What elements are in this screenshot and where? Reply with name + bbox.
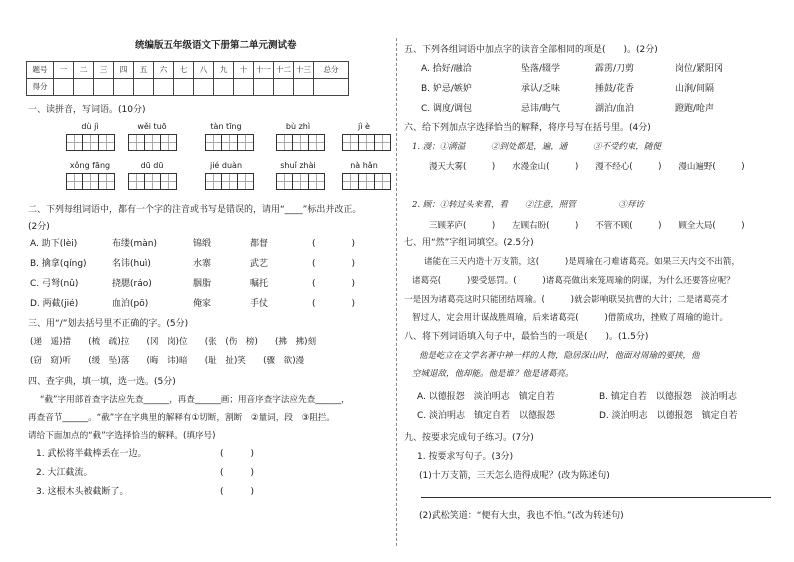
q2-word: 水寨	[193, 259, 212, 269]
q5-option: 承认/乏味	[521, 84, 561, 94]
q5-option: C. 调度/调包	[421, 104, 473, 114]
writing-box[interactable]	[128, 173, 177, 189]
q5-option: 忌讳/晦气	[521, 104, 561, 114]
q8-option: A. 以德报怨 淡泊明志 镇定自若	[417, 392, 555, 402]
q9-heading: 九、按要求完成句子练习。(7分)	[404, 433, 534, 443]
writing-box[interactable]	[276, 173, 325, 189]
score-cell: 十一	[254, 62, 274, 79]
q9-subheading: 1. 按要求写句子。(3分)	[417, 452, 514, 462]
q2-word: 锦缎	[193, 239, 212, 249]
q1-heading: 一、读拼音，写词语。(10分)	[28, 105, 146, 115]
score-cell: 十三	[294, 62, 314, 79]
pinyin: jì è	[358, 122, 370, 131]
pinyin: dù jì	[81, 122, 99, 131]
answer-line[interactable]	[421, 497, 771, 498]
q7-paragraph: 诸能在三天内造十万支箭，这( )是周瑜在刁难诸葛亮。如果三天内交不出箭，	[424, 257, 741, 267]
q5-option: 霹雳/刀剪	[595, 64, 635, 74]
answer-blank[interactable]: ( )	[220, 487, 255, 497]
score-input[interactable]	[194, 79, 214, 96]
q5-heading: 五、下列各组词语中加点字的读音全部相同的项是( )。(2分)	[404, 45, 658, 55]
answer-blank[interactable]: ( )	[312, 259, 356, 269]
score-cell: 四	[114, 62, 134, 79]
score-cell: 一	[54, 62, 74, 79]
q3-row: (递 遥)措 (梳 疏)拉 (冈 岗)位 (张 (伤 榜) (拂 拂)刻	[30, 337, 317, 347]
q8-option: C. 淡泊明志 镇定自若 以德报怨	[417, 411, 556, 421]
score-input[interactable]	[254, 79, 274, 96]
q6-words: 三顾茅庐( ) 左顾右盼( ) 不管不顾( ) 顾全大局( )	[429, 221, 745, 231]
q5-option: 蹬跑/呛声	[675, 104, 715, 114]
score-input[interactable]	[294, 79, 314, 96]
answer-blank[interactable]: ( )	[220, 468, 255, 478]
q8-option: D. 淡泊明志 以德报怨 镇定自若	[599, 411, 738, 421]
score-cell: 二	[74, 62, 94, 79]
q5-option: A. 拾好/融洽	[421, 64, 472, 74]
score-cell: 八	[194, 62, 214, 79]
q2-score: (2分)	[28, 222, 50, 232]
pinyin: xǒng fāng	[69, 161, 111, 170]
q4-item: 2. 大江截流。	[36, 468, 93, 478]
q7-paragraph: 诸葛亮( )要受惩罚。( )诸葛亮做出来笼周瑜的阴谋，为什么还要答应呢？	[412, 276, 735, 286]
q4-paragraph: 请给下面加点的“截”字选择恰当的解释。(填序号)	[28, 431, 216, 441]
score-input[interactable]	[154, 79, 174, 96]
pinyin: bù zhì	[285, 122, 311, 131]
q6-definitions: 1. 漫：①满溢 ②到处都是，遍，通 ③不受约束，随便	[412, 142, 661, 152]
score-input[interactable]	[134, 79, 154, 96]
q3-heading: 三、用“/”划去括号里不正确的字。(5分)	[28, 319, 189, 329]
score-input[interactable]	[94, 79, 114, 96]
q5-option: 山涧/间隔	[675, 84, 715, 94]
q7-paragraph: 智过人，定会用计谋战胜周瑜，后来诸葛亮( )借箭成功，挫败了周瑜的诡计。	[412, 313, 729, 323]
q2-word: 布缕(màn)	[112, 239, 158, 249]
score-cell: 得分	[27, 79, 54, 96]
q5-option: 捶鼓/花香	[595, 84, 635, 94]
pinyin: dū dū	[140, 161, 164, 170]
q2-word: 俺家	[193, 299, 212, 309]
writing-box[interactable]	[205, 173, 254, 189]
writing-box[interactable]	[205, 134, 254, 150]
q2-option: A. 助下(lèi)	[30, 239, 78, 249]
score-input[interactable]	[214, 79, 234, 96]
score-input[interactable]	[174, 79, 194, 96]
score-table	[26, 61, 349, 96]
score-input[interactable]	[114, 79, 134, 96]
q4-paragraph: “截”字用部首查字法应先查______，再查______画；用音序查字法应先查______，	[40, 395, 350, 405]
answer-blank[interactable]: ( )	[312, 239, 356, 249]
score-input[interactable]	[234, 79, 254, 96]
q5-option: 岗位/紧阳冈	[675, 64, 724, 74]
writing-box[interactable]	[66, 173, 115, 189]
pinyin: jié duàn	[209, 161, 243, 170]
answer-blank[interactable]: ( )	[312, 279, 356, 289]
q6-definitions: 2. 顾：①转过头来看，看 ②注意，照管 ③拜访	[412, 200, 644, 210]
pinyin: nà hǎn	[350, 161, 378, 170]
q8-passage: 空城退敌，他却能。他是谁？他是诸葛亮。	[412, 369, 574, 379]
score-input[interactable]	[74, 79, 94, 96]
q3-row: (窃 窈)听 (缓 坠)落 (晦 讳)暗 (耻 扯)笑 (骤 欲)漫	[30, 356, 305, 366]
q2-word: 胭脂	[193, 279, 212, 289]
score-cell: 总分	[314, 62, 349, 79]
q2-word: 武艺	[250, 259, 269, 269]
score-cell: 五	[134, 62, 154, 79]
page-title: 统编版五年级语文下册第二单元测试卷	[135, 40, 297, 51]
q4-item: 1. 武松将半截棒丢在一边。	[36, 449, 147, 459]
q5-option: 湖泊/血泊	[595, 104, 635, 114]
q8-passage: 他是屹立在文学名著中神一样的人物，隐居深山时，他面对周瑜的要挟，他	[419, 351, 700, 361]
q7-heading: 七、用“然”字组词填空。(2.5分)	[404, 238, 534, 248]
q6-heading: 六、给下列加点字选择恰当的解释，将序号写在括号里。(4分)	[404, 123, 651, 133]
q4-heading: 四、查字典，填一填，选一选。(5分)	[28, 377, 176, 387]
score-cell: 三	[94, 62, 114, 79]
q2-word: 挠腮(ráo)	[112, 279, 152, 289]
answer-blank[interactable]: ( )	[312, 299, 356, 309]
q2-option: C. 弓弩(nǔ)	[30, 279, 79, 289]
answer-blank[interactable]: ( )	[220, 449, 255, 459]
q4-paragraph: 再查音节______。“截”字在字典里的解释有①切断，割断 ②量词，段 ③阻拦。	[28, 413, 336, 423]
q2-word: 都督	[250, 239, 269, 249]
score-cell: 十	[234, 62, 254, 79]
right-column	[397, 0, 794, 562]
writing-box[interactable]	[128, 134, 177, 150]
q5-option: 坠落/辍学	[521, 64, 561, 74]
pinyin: tàn tīng	[210, 122, 242, 131]
score-cell: 七	[174, 62, 194, 79]
q2-heading: 二、下列每组词语中，都有一个字的注音或书写是错误的，请用“____”标出并改正。	[28, 205, 362, 215]
q4-item: 3. 这根木头被截断了。	[36, 487, 129, 497]
pinyin: wěi tuō	[137, 122, 167, 131]
score-value-row	[27, 79, 349, 96]
score-cell: 十二	[274, 62, 294, 79]
score-cell: 九	[214, 62, 234, 79]
q2-option: B. 擒拿(qíng)	[30, 259, 87, 269]
q2-word: 血泊(pō)	[112, 299, 149, 309]
q9-sentence: (2)武松笑道：“便有大虫，我也不怕。”(改为转述句)	[419, 511, 624, 521]
writing-box[interactable]	[342, 134, 391, 150]
score-cell: 六	[154, 62, 174, 79]
q2-word: 名讳(huì)	[112, 259, 151, 269]
writing-box[interactable]	[342, 173, 391, 189]
score-cell: 题号	[27, 62, 54, 79]
pinyin: shuǐ zhài	[280, 161, 316, 170]
q2-option: D. 两截(jié)	[30, 299, 79, 309]
q7-paragraph: 一是因为诸葛亮这时只能团结周瑜。( )就会影响联吴抗曹的大计；二是诸葛亮才	[404, 295, 729, 305]
writing-box[interactable]	[66, 134, 115, 150]
q2-word: 手仗	[250, 299, 269, 309]
q8-option: B. 镇定自若 以德报怨 淡泊明志	[599, 392, 737, 402]
q9-sentence: (1)十万支箭，三天怎么造得成呢？(改为陈述句)	[419, 471, 610, 481]
score-header-row	[27, 62, 349, 79]
q6-words: 漫天大雾( ) 水漫金山( ) 漫不经心( ) 漫山遍野( )	[429, 162, 745, 172]
score-input[interactable]	[314, 79, 349, 96]
q2-word: 嘱托	[250, 279, 269, 289]
q5-option: B. 妒忌/嫉妒	[421, 84, 472, 94]
score-input[interactable]	[54, 79, 74, 96]
writing-box[interactable]	[276, 134, 325, 150]
score-input[interactable]	[274, 79, 294, 96]
q8-heading: 八、将下列词语填入句子中，最恰当的一项是( )。(1.5分)	[404, 332, 649, 342]
